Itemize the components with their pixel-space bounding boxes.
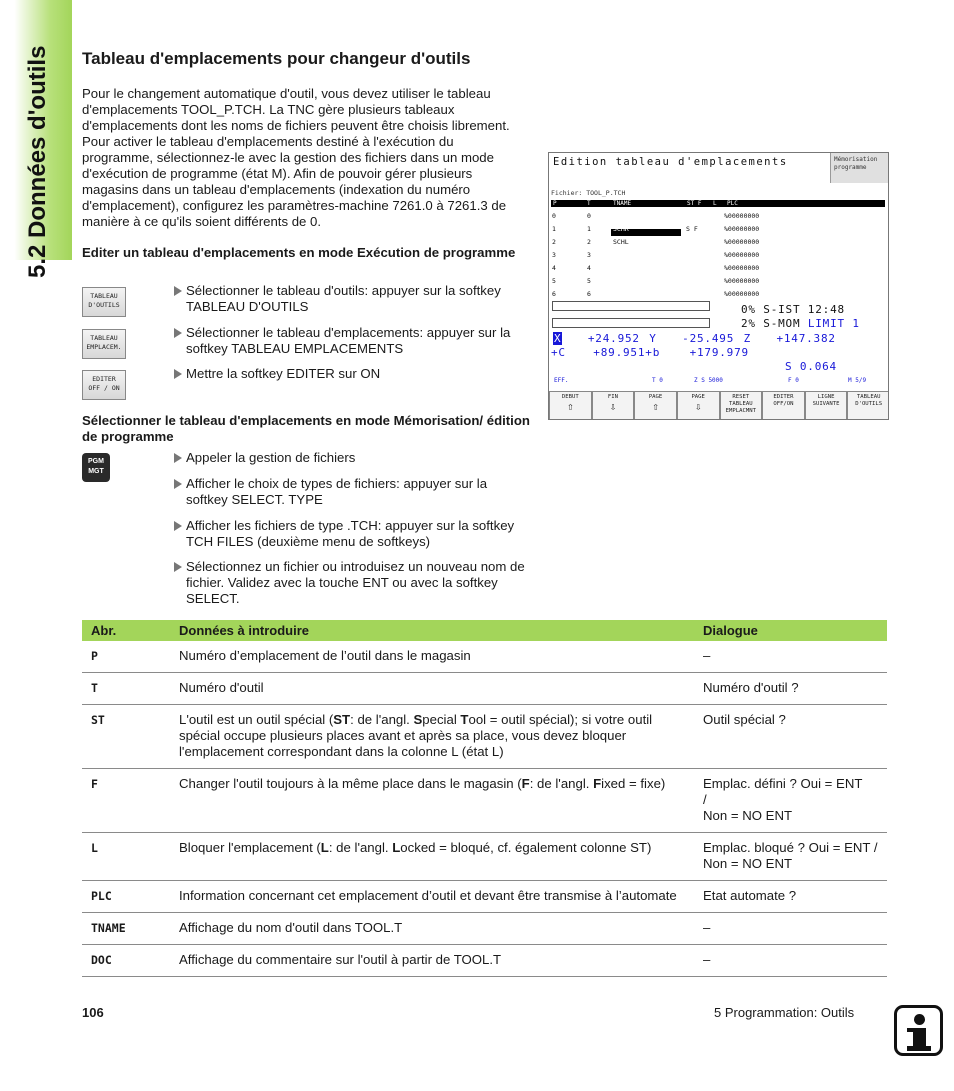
abr-cell: TNAME [82,913,170,945]
softkey-label: OFF/ON [773,401,794,407]
step-text: Sélectionner le tableau d'emplacements: appuyer sur la softkey TABLEAU EMPLACEMENTS [186,325,511,356]
text-part: pecial [422,712,461,727]
screen-cell: 5 [552,277,556,285]
screen-table-row [552,211,882,221]
softkey-label: TABLEAU [856,394,881,400]
step-item [172,366,532,382]
step-text: Appeler la gestion de fichiers [186,450,356,465]
mode-line: Mémorisation [834,156,878,163]
table-row [82,913,887,945]
screen-column-header [551,200,885,207]
text-part: Bloquer l'emplacement ( [179,840,321,855]
limit-text: LIMIT 1 [807,317,860,330]
dialogue-cell: Outil spécial ? [694,705,887,769]
donnees-cell [170,833,694,881]
text-part: ocked = bloqué, cf. également colonne ST) [400,840,652,855]
arrow-right-icon [174,479,182,489]
column-label: P [553,200,557,207]
key-line: PGM [88,458,104,465]
tnc-screen-image [548,152,889,420]
softkey-label: RESET TABLEAU [729,394,753,407]
softkey-line: TABLEAU [90,292,118,300]
softkey-line: D'OUTILS [88,301,120,309]
intro-paragraph: Pour le changement automatique d'outil, vous devez utiliser le tableau d'emplacements TOOL_P.TCH. La TNC gère plusieurs tableaux d'emplacements dont les noms de fichiers peuvent être choisis librement. Pour activer le tableau d'emplacements destiné à l'exécution du programme, sélectionnez-le avec la gestion des fichiers dans un mode d'exécution de programme (état M). Afin de pouvoir gérer plusieurs magasins dans un tableau d'emplacements (indexation du numéro d'emplacement), configurez les paramètres-machine 7261.0 à 7261.3 de manière à ce qu'ils soient différents de 0. [82,86,510,229]
abr-cell: DOC [82,945,170,977]
header-donnees: Données à introduire [170,620,694,641]
donnees-cell [170,705,694,769]
mode-line: programme [834,164,867,171]
softkey-line: TABLEAU [90,334,118,342]
chapter-footer: 5 Programmation: Outils [714,1005,855,1020]
step-item [172,476,532,508]
table-header-row [82,620,887,641]
screen-table-row [552,263,882,273]
dialogue-cell: Numéro d'outil ? [694,673,887,705]
donnees-cell: Affichage du nom d'outil dans TOOL.T [170,913,694,945]
step-item [172,450,532,466]
arrow-right-icon [174,286,182,296]
dialogue-cell: Emplac. bloqué ? Oui = ENT / Non = NO ENT [694,833,887,881]
axis-label: X [554,332,562,345]
screen-cell: 0 [552,212,556,220]
step-item [172,559,532,607]
screen-softkey [634,391,677,420]
screen-cell: 1 [587,225,591,233]
screen-softkey [847,391,889,420]
abr-cell: L [82,833,170,881]
step-text: Sélectionner le tableau d'outils: appuyer sur la softkey TABLEAU D'OUTILS [186,283,501,314]
position-line-1 [553,332,836,345]
abr-cell: PLC [82,881,170,913]
subheading-execution: Editer un tableau d'emplacements en mode Exécution de programme [82,245,516,260]
info-dot [914,1014,925,1025]
table-row [82,673,887,705]
screen-cell: 2 [587,238,591,246]
screen-mode-box [830,153,888,183]
feed-readout-2 [741,317,860,330]
bold-letter: T [460,712,469,727]
softkey-label: PAGE [691,394,705,400]
screen-table-row [552,289,882,299]
softkey-label: ⇧ [652,400,659,413]
position-line-2 [551,346,749,359]
step-item [172,283,532,315]
table-row [82,945,887,977]
abr-cell: ST [82,705,170,769]
column-label: PLC [727,200,738,207]
dialogue-cell: – [694,641,887,673]
arrow-right-icon [174,369,182,379]
screen-cell: %00000000 [724,225,760,233]
screen-softkey-row [549,391,889,420]
screen-cell: %00000000 [724,212,760,220]
header-abr: Abr. [82,620,170,641]
screen-cell: 3 [587,251,591,259]
header-dialogue: Dialogue [694,620,887,641]
step-text: Afficher le choix de types de fichiers: appuyer sur la softkey SELECT. TYPE [186,476,488,507]
screen-softkey [677,391,720,420]
status-item: EFF. [554,377,569,384]
dialogue-line: Non = NO ENT [703,808,793,823]
screen-cell: %00000000 [724,238,760,246]
subheading-programming: Sélectionner le tableau d'emplacements en mode Mémorisation/ édition de programme [82,413,530,444]
screen-softkey [762,391,805,420]
abr-cell: P [82,641,170,673]
softkey-tableau-outils-image [82,287,126,317]
screen-cell: 3 [552,251,556,259]
abr-cell: T [82,673,170,705]
screen-cell: 6 [587,290,591,298]
softkey-label: LIGNE [817,394,835,400]
step-text: Afficher les fichiers de type .TCH: appuyer sur la softkey TCH FILES (deuxième menu de softkeys) [186,518,515,549]
screen-cell: 5 [587,277,591,285]
dialogue-cell: Etat automate ? [694,881,887,913]
text-part: L'outil est un outil spécial ( [179,712,334,727]
softkey-line: OFF / ON [88,384,120,392]
column-label: T [587,200,591,207]
status-item: T 0 [652,377,663,384]
axis-value: -25.495 [682,332,735,345]
arrow-right-icon [174,453,182,463]
axis-label: Y [649,332,657,345]
screen-cell: %00000000 [724,277,760,285]
screen-cell: 4 [587,264,591,272]
screen-cell: %00000000 [724,251,760,259]
axis-label: Z [743,332,751,345]
axis-value: +24.952 [587,332,640,345]
text-part: ool = outil spécial); si votre outil spécial occupe plusieurs places avant et après sa place, vous devez bloquer l'emplacement correspondant dans la colonne L (état L) [179,712,653,759]
softkey-label: PAGE [648,394,663,400]
step-text: Mettre la softkey EDITER sur ON [186,366,381,381]
softkey-tableau-emplacements-image [82,329,126,359]
dialogue-cell: – [694,945,887,977]
screen-softkey [720,391,763,420]
table-row [82,641,887,673]
info-foot [907,1046,931,1051]
text-part: ixed = fixe) [601,776,666,791]
table-row [82,769,887,833]
donnees-cell [170,769,694,833]
step-item [172,518,532,550]
bold-letter: L [320,840,329,855]
column-label: ST F [687,200,702,207]
status-item: F 0 [788,377,799,384]
bold-letter: S [413,712,423,727]
screen-softkey [805,391,848,420]
screen-slider [552,301,710,311]
chapter-side-text: 5.2 Données d'outils [24,45,51,278]
dialogue-cell: – [694,913,887,945]
screen-softkey [549,391,592,420]
screen-slider [552,318,710,328]
spindle-readout: S 0.064 [785,360,837,373]
dialogue-line: / [703,792,707,807]
donnees-cell: Affichage du commentaire sur l'outil à partir de TOOL.T [170,945,694,977]
softkey-label: EMPLACMNT [725,408,756,414]
softkey-label: EDITER [773,394,794,400]
arrow-right-icon [174,562,182,572]
axis-value: +89.951 [593,346,646,359]
info-icon [894,1005,943,1056]
section-title: Tableau d'emplacements pour changeur d'outils [82,49,471,68]
axis-label: +C [551,346,566,359]
table-row [82,705,887,769]
screen-cell: 6 [552,290,556,298]
bold-letter: F [593,776,602,791]
screen-cell: 2 [552,238,556,246]
feed-text: 2% S-MOM [741,317,801,330]
text-part: : de l'angl. [350,712,414,727]
step-item [172,325,532,357]
screen-cell: SCHL [613,238,629,246]
column-label: L [713,200,717,207]
screen-header: Edition tableau d'emplacements [553,156,788,168]
table-row [82,881,887,913]
table-row [82,833,887,881]
screen-softkey [592,391,635,420]
step-text: Sélectionnez un fichier ou introduisez un nouveau nom de fichier. Validez avec la touche ENT ou avec la softkey SELECT. [186,559,525,606]
softkey-label: D'OUTILS [855,401,883,407]
pgm-mgt-key-image [82,453,110,482]
screen-cell: 4 [552,264,556,272]
axis-value: +147.382 [776,332,836,345]
screen-cell: SCHR [613,225,629,233]
screen-cell: 1 [552,225,556,233]
bold-letter: F [521,776,530,791]
screen-cell: %00000000 [724,264,760,272]
screen-table-row [552,250,882,260]
softkey-label: SUIVANTE [812,401,840,407]
axis-value: +179.979 [689,346,749,359]
arrow-right-icon [174,521,182,531]
text-part: : de l'angl. [328,840,393,855]
softkey-label: DEBUT [561,394,579,400]
page-number: 106 [82,1005,104,1020]
screen-cell: 0 [587,212,591,220]
softkey-label: FIN [607,394,618,400]
softkey-editer-image [82,370,126,400]
screen-cell: S F [686,225,698,233]
parameter-table [82,620,887,977]
axis-label: +b [645,346,661,359]
screen-table-row [552,224,882,234]
softkey-label: ⇩ [694,400,702,413]
status-item: Z S 5000 [694,377,723,384]
softkey-label: ⇧ [567,400,574,413]
text-part: : de l'angl. [529,776,594,791]
softkey-line: EDITER [92,375,116,383]
dialogue-line: Emplac. défini ? Oui = ENT [703,776,863,791]
donnees-cell: Numéro d’emplacement de l’outil dans le magasin [170,641,694,673]
screen-cell: %00000000 [724,290,760,298]
screen-file-name: Fichier: TOOL_P.TCH [551,189,626,197]
screen-table-row [552,276,882,286]
abr-cell: F [82,769,170,833]
key-line: MGT [88,468,104,475]
softkey-label: ⇩ [609,400,617,413]
column-label: TNAME [613,200,632,207]
feed-readout: 0% S-IST 12:48 [741,303,845,316]
softkey-line: EMPLACEM. [86,343,122,351]
donnees-cell: Numéro d'outil [170,673,694,705]
bold-letter: ST [333,712,351,727]
dialogue-cell [694,769,887,833]
donnees-cell: Information concernant cet emplacement d’outil et devant être transmise à l’automate [170,881,694,913]
status-item: M 5/9 [848,377,867,384]
arrow-right-icon [174,328,182,338]
screen-table-row [552,237,882,247]
text-part: Changer l'outil toujours à la même place dans le magasin ( [179,776,522,791]
bold-letter: L [392,840,401,855]
